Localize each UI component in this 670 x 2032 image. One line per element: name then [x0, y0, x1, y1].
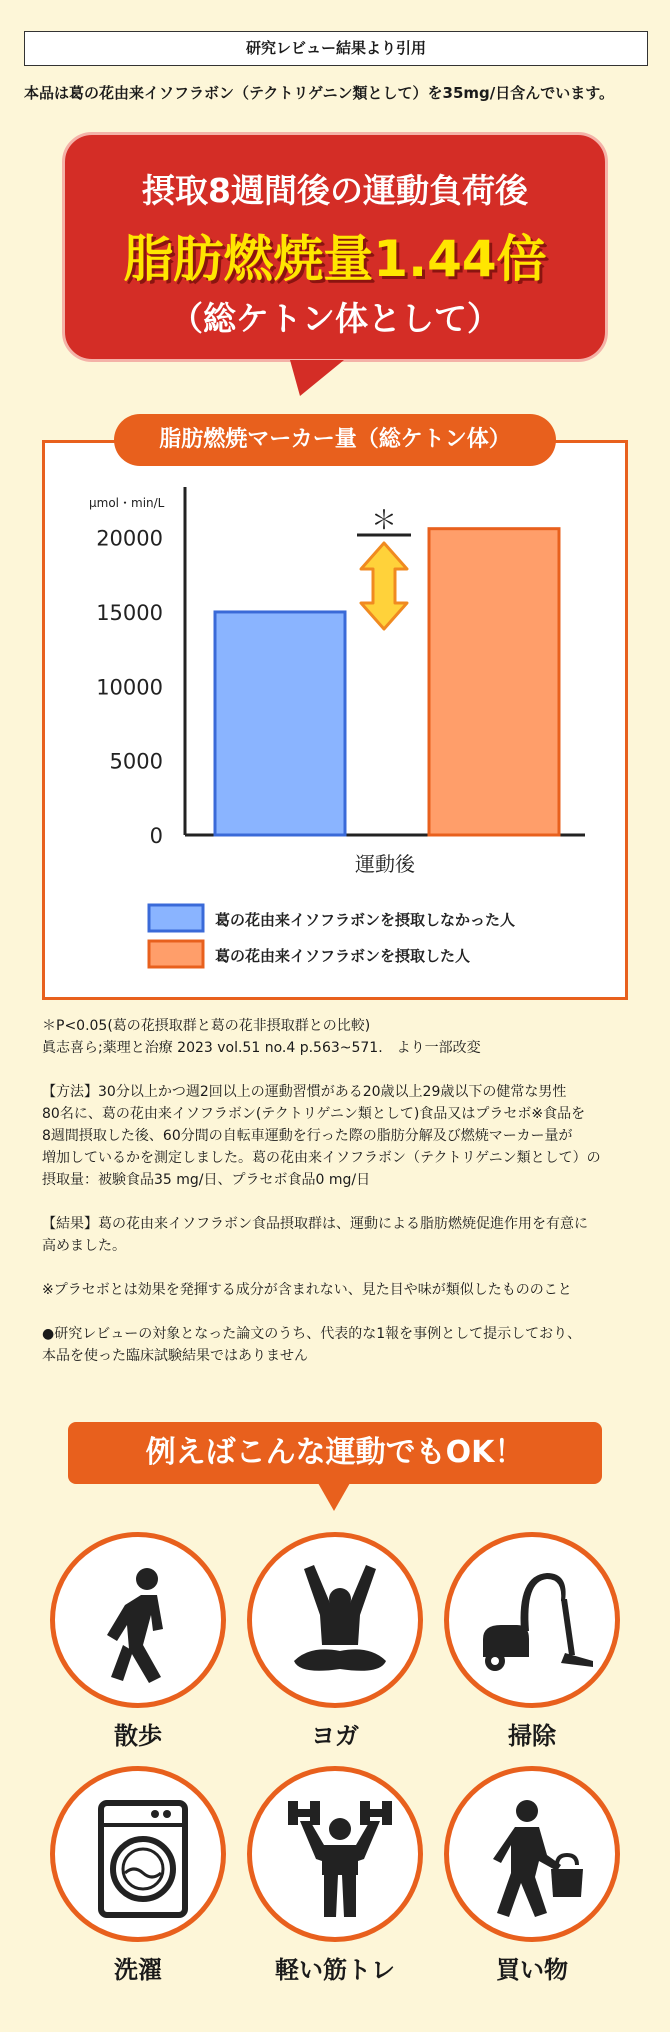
headline-bubble — [62, 132, 608, 362]
example-label: ヨガ — [311, 1722, 359, 1750]
example-circle — [247, 1532, 423, 1708]
x-tick-label: 運動後 — [355, 852, 415, 876]
examples-banner: 例えばこんな運動でもOK！ — [68, 1422, 602, 1484]
headline-line3: （総ケトン体として） — [170, 299, 500, 338]
example-shopping — [442, 1766, 622, 1986]
shopping-icon — [477, 1799, 597, 1919]
chart-title: 脂肪燃焼マーカー量（総ケトン体） — [114, 414, 556, 466]
washing-machine-icon — [83, 1799, 203, 1919]
intro-text: 本品は葛の花由来イソフラボン（テクトリゲニン類として）を35mg/日含んでいます。 — [24, 84, 615, 102]
bar-chart — [45, 443, 625, 997]
example-label: 洗濯 — [114, 1956, 162, 1984]
result-line: 高めました。 — [42, 1238, 126, 1254]
example-circle — [444, 1766, 620, 1942]
legend-label: 葛の花由来イソフラボンを摂取しなかった人 — [215, 911, 516, 929]
citation-header: 研究レビュー結果より引用 — [24, 31, 648, 66]
reference-note: 眞志喜ら;薬理と治療 2023 vol.51 no.4 p.563~571. より一部改変 — [42, 1040, 481, 1056]
example-label: 掃除 — [508, 1722, 556, 1750]
method-line: 【方法】30分以上かつ週2回以上の運動習慣がある20歳以上29歳以下の健常な男性 — [42, 1084, 567, 1100]
headline-line2: 脂肪燃焼量1.44倍 — [123, 230, 547, 288]
result-line: 【結果】葛の花由来イソフラボン食品摂取群は、運動による脂肪燃焼促進作用を有意に — [42, 1216, 588, 1232]
chart-frame — [42, 440, 628, 1000]
headline-line1: 摂取8週間後の運動負荷後 — [142, 171, 528, 210]
example-label: 買い物 — [496, 1956, 568, 1984]
example-walking — [48, 1532, 228, 1752]
significance-marker: ＊ — [370, 506, 398, 536]
yoga-icon — [280, 1565, 400, 1685]
y-tick-label: 0 — [149, 824, 163, 848]
examples-banner-tail — [318, 1483, 350, 1511]
method-line: 摂取量：被験食品35 mg/日、プラセボ食品0 mg/日 — [42, 1172, 371, 1188]
example-yoga — [245, 1532, 425, 1752]
example-circle — [50, 1532, 226, 1708]
notes — [42, 1015, 642, 1367]
example-laundry — [48, 1766, 228, 1986]
y-axis-label: μmol・min/L — [89, 496, 165, 510]
y-tick-label: 10000 — [96, 675, 163, 700]
significance-note: ＊P<0.05(葛の花摂取群と葛の花非摂取群との比較) — [42, 1018, 371, 1034]
bubble-tail — [290, 360, 344, 396]
legend-label: 葛の花由来イソフラボンを摂取した人 — [215, 947, 471, 965]
bar-control — [215, 612, 345, 835]
example-label: 軽い筋トレ — [275, 1956, 395, 1984]
disclaimer-line: 本品を使った臨床試験結果ではありません — [42, 1348, 308, 1364]
example-circle — [444, 1532, 620, 1708]
legend-swatch — [149, 905, 203, 931]
y-tick-label: 20000 — [96, 526, 163, 551]
disclaimer-line: ●研究レビューの対象となった論文のうち、代表的な1報を事例として提示しており、 — [42, 1326, 582, 1342]
example-cleaning — [442, 1532, 622, 1752]
placebo-note: ※プラセボとは効果を発揮する成分が含まれない、見た目や味が類似したもののこと — [42, 1282, 572, 1298]
method-line: 8週間摂取した後、60分間の自転車運動を行った際の脂肪分解及び燃焼マーカー量が — [42, 1128, 573, 1144]
vacuum-icon — [477, 1565, 597, 1685]
difference-arrow-icon — [361, 543, 407, 629]
method-line: 80名に、葛の花由来イソフラボン(テクトリゲニン類として)食品又はプラセボ※食品を — [42, 1106, 586, 1122]
method-line: 増加しているかを測定しました。葛の花由来イソフラボン（テクトリゲニン類として）の — [42, 1150, 601, 1166]
example-label: 散歩 — [114, 1722, 162, 1750]
example-circle — [247, 1766, 423, 1942]
bar-treatment — [429, 529, 559, 835]
dumbbell-icon — [280, 1799, 400, 1919]
y-tick-label: 5000 — [109, 749, 163, 774]
legend-swatch — [149, 941, 203, 967]
example-strength — [245, 1766, 425, 1986]
y-tick-label: 15000 — [96, 600, 163, 625]
example-circle — [50, 1766, 226, 1942]
walking-icon — [83, 1565, 203, 1685]
